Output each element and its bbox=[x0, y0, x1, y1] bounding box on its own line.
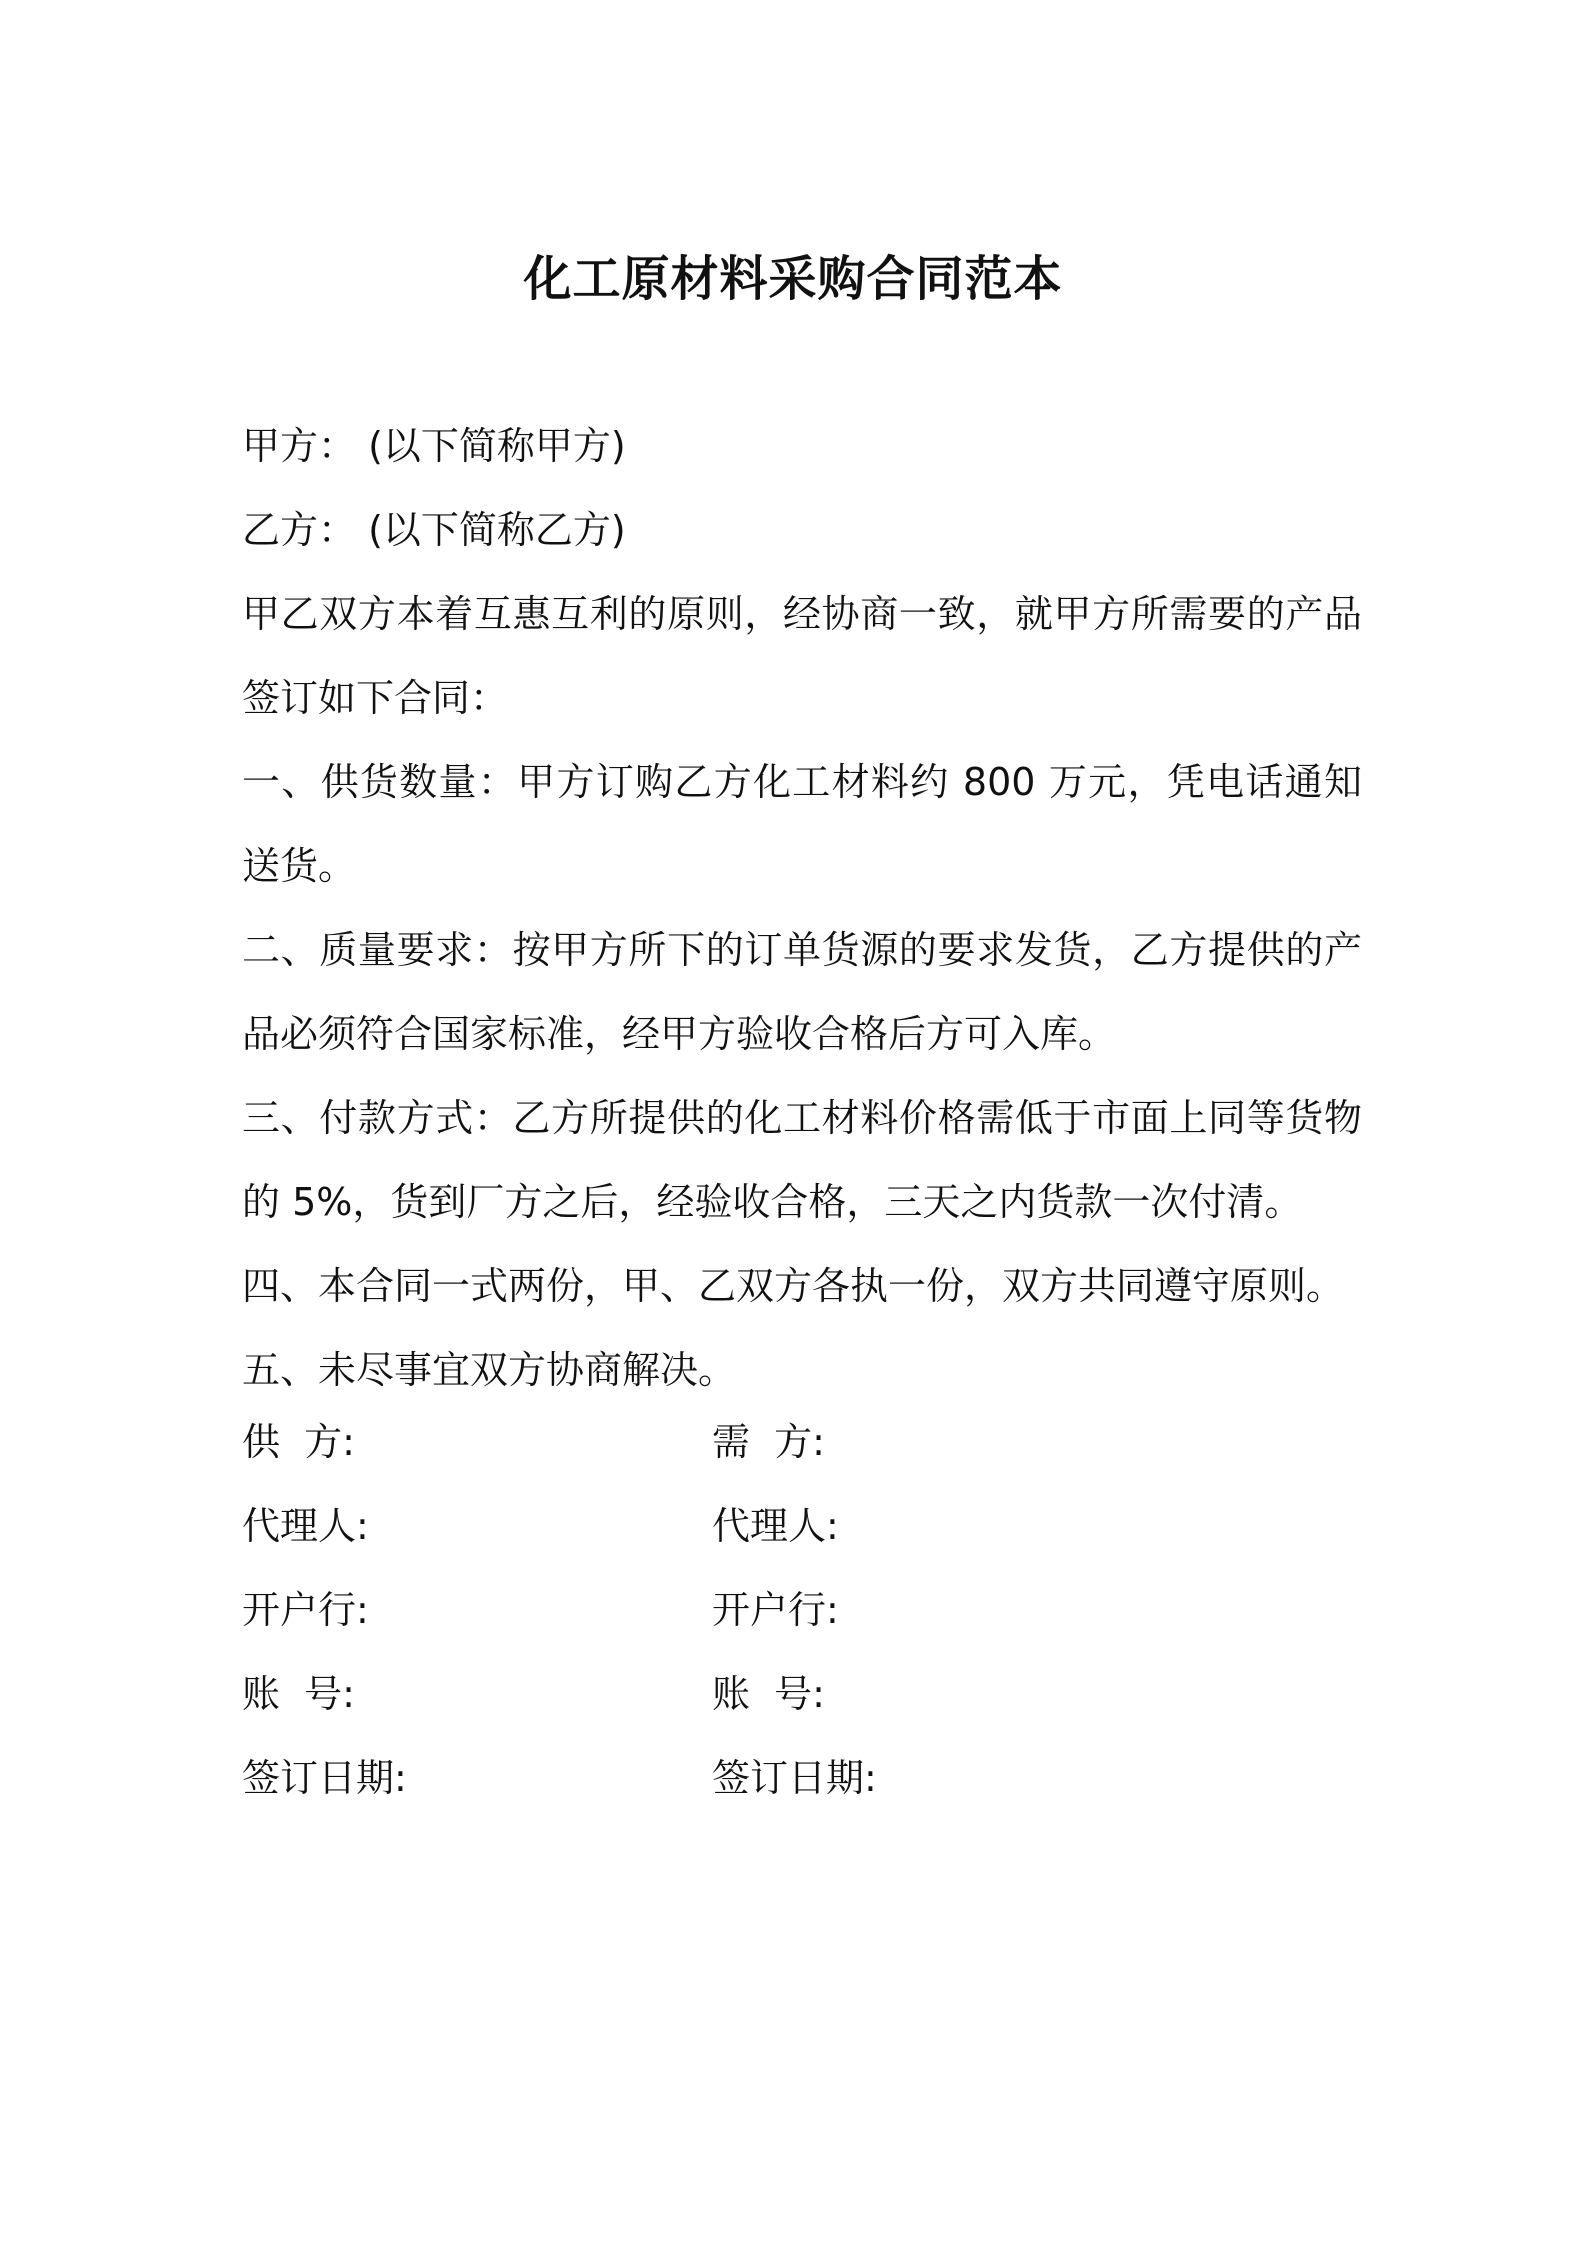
supplier-agent-label: 代理人: bbox=[242, 1504, 369, 1548]
document-title: 化工原材料采购合同范本 bbox=[523, 251, 1063, 308]
clause-2: 二、质量要求：按甲方所下的订单货源的要求发货，乙方提供的产品必须符合国家标准，经甲方验收合格后方可入库。 bbox=[242, 928, 1362, 1056]
buyer-bank-label: 开户行: bbox=[712, 1588, 839, 1632]
supplier-bank-label: 开户行: bbox=[242, 1588, 369, 1632]
clause-4: 四、本合同一式两份，甲、乙双方各执一份，双方共同遵守原则。 bbox=[242, 1264, 1345, 1308]
clause-3: 三、付款方式：乙方所提供的化工材料价格需低于市面上同等货物的 5%，货到厂方之后，经验收合格，三天之内货款一次付清。 bbox=[242, 1096, 1362, 1224]
buyer-agent-label: 代理人: bbox=[712, 1504, 839, 1548]
supplier-label: 供 方: bbox=[242, 1420, 355, 1464]
signature-row-date bbox=[242, 1736, 1362, 1820]
buyer-date-label: 签订日期: bbox=[712, 1756, 877, 1800]
supplier-account-label: 账 号: bbox=[242, 1672, 355, 1716]
clause-5: 五、未尽事宜双方协商解决。 bbox=[242, 1348, 737, 1392]
contract-body bbox=[242, 404, 1362, 1412]
signature-row-agent bbox=[242, 1484, 1362, 1568]
buyer-account-label: 账 号: bbox=[712, 1672, 825, 1716]
signature-row-bank bbox=[242, 1568, 1362, 1652]
supplier-date-label: 签订日期: bbox=[242, 1756, 407, 1800]
signature-block bbox=[242, 1400, 1362, 1820]
buyer-label: 需 方: bbox=[712, 1420, 825, 1464]
clause-1: 一、供货数量：甲方订购乙方化工材料约 800 万元，凭电话通知送货。 bbox=[242, 760, 1362, 888]
intro-paragraph: 甲乙双方本着互惠互利的原则，经协商一致，就甲方所需要的产品签订如下合同： bbox=[242, 592, 1362, 720]
signature-row-supplier bbox=[242, 1400, 1362, 1484]
party-a-line: 甲方： (以下简称甲方) bbox=[242, 424, 626, 468]
party-b-line: 乙方： (以下简称乙方) bbox=[242, 508, 626, 552]
signature-row-account bbox=[242, 1652, 1362, 1736]
